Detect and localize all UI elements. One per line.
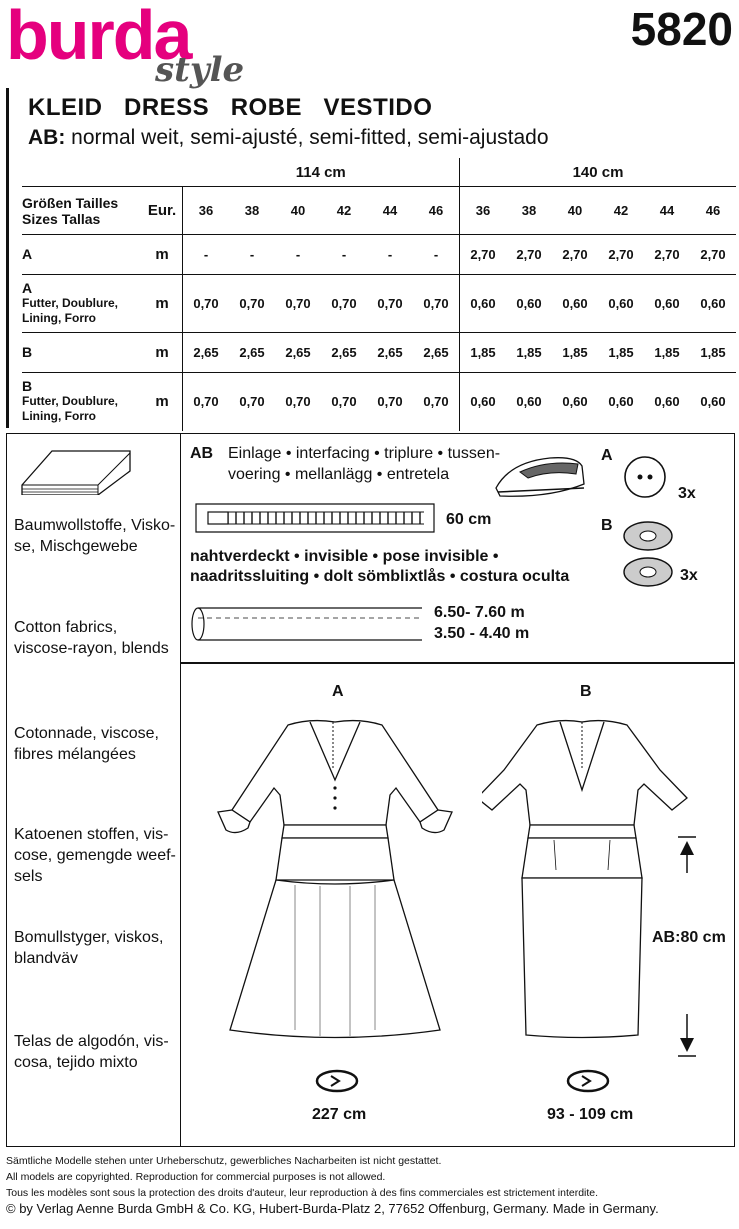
value-cell: 0,70 xyxy=(193,394,219,410)
size-cell: 42 xyxy=(321,187,367,235)
fabric-bolt-icon xyxy=(18,443,136,495)
value-cell: 2,70 xyxy=(690,235,736,275)
value-cell: 2,65 xyxy=(367,333,413,373)
hem-width-b: 93 - 109 cm xyxy=(547,1106,634,1123)
value-cell: 2,65 xyxy=(275,333,321,373)
bias-tape-icon xyxy=(190,604,425,644)
value-cell: - xyxy=(183,235,230,275)
interfacing-line-1: Einlage • interfacing • triplure • tussen- xyxy=(228,445,501,462)
value-cell: 0,60 xyxy=(552,275,598,333)
table-corner xyxy=(22,158,183,187)
table-row xyxy=(22,373,736,431)
unit-cell: m xyxy=(142,373,183,431)
value-cell: 1,85 xyxy=(460,333,507,373)
footer-line-de: Sämtliche Modelle stehen unter Urheberschutz, gewerbliches Nacharbeiten ist nicht gestattet. xyxy=(6,1155,442,1167)
value-cell: 1,85 xyxy=(690,333,736,373)
zipper-line-2: naadritssluiting • dolt sömblixtlås • costura oculta xyxy=(190,568,570,585)
size-cell: 44 xyxy=(644,187,690,235)
value-cell: 0,70 xyxy=(275,275,321,333)
yardage-table xyxy=(22,158,736,431)
snap-qty: 3x xyxy=(680,567,698,584)
fabric-es: Telas de algodón, vis- cosa, tejido mixto xyxy=(14,1033,169,1071)
iron-icon xyxy=(490,448,590,500)
value-cell: 0,60 xyxy=(598,275,644,333)
interfacing-line-2: voering • mellanlägg • entretela xyxy=(228,466,450,483)
zipper-icon xyxy=(194,500,439,536)
value-cell: 2,65 xyxy=(413,333,460,373)
table-row xyxy=(22,275,736,333)
sizes-label-1: Größen Tailles xyxy=(22,194,119,211)
value-cell: 1,85 xyxy=(552,333,598,373)
size-cell: 40 xyxy=(275,187,321,235)
snap-fastener-icon xyxy=(620,518,676,590)
unit-cell: m xyxy=(142,235,183,275)
value-cell: 2,70 xyxy=(598,235,644,275)
value-cell: 0,60 xyxy=(700,394,726,410)
footer-publisher: © by Verlag Aenne Burda GmbH & Co. KG, Hubert-Burda-Platz 2, 77652 Offenburg, Germany. Made in Germany. xyxy=(6,1201,659,1216)
hem-width-a-icon xyxy=(313,1066,361,1096)
value-cell: - xyxy=(367,235,413,275)
fabric-en: Cotton fabrics, viscose-rayon, blends xyxy=(14,619,169,657)
value-cell: 0,70 xyxy=(367,275,413,333)
value-cell: 2,70 xyxy=(552,235,598,275)
tape-length-2: 3.50 - 4.40 m xyxy=(434,625,530,642)
value-cell: 0,70 xyxy=(423,394,449,410)
width-140-header: 140 cm xyxy=(460,158,737,187)
button-qty: 3x xyxy=(678,485,696,502)
value-cell: 2,65 xyxy=(229,333,275,373)
value-cell: - xyxy=(321,235,367,275)
notions-divider xyxy=(181,662,735,664)
value-cell: 0,60 xyxy=(516,394,542,410)
fabric-column xyxy=(6,433,181,1147)
row-label: A Futter, Doublure, Lining, Forro xyxy=(22,275,142,333)
value-cell: 0,60 xyxy=(460,275,507,333)
zipper-line-1: nahtverdeckt • invisible • pose invisible • xyxy=(190,548,499,565)
value-cell: 2,70 xyxy=(644,235,690,275)
value-cell: 0,60 xyxy=(690,275,736,333)
unit-cell: m xyxy=(142,275,183,333)
fit-label: AB: xyxy=(28,126,66,149)
view-a-label: A xyxy=(332,683,344,700)
size-cell: 36 xyxy=(460,187,507,235)
value-cell: 0,60 xyxy=(654,394,680,410)
value-cell: 0,70 xyxy=(285,394,311,410)
fabric-sv: Bomullstyger, viskos, blandväv xyxy=(14,929,164,967)
snap-view-label: B xyxy=(601,517,613,534)
value-cell: 0,70 xyxy=(413,275,460,333)
value-cell: 2,70 xyxy=(460,235,507,275)
value-cell: 0,70 xyxy=(229,275,275,333)
value-cell: 0,60 xyxy=(644,275,690,333)
value-cell: - xyxy=(413,235,460,275)
size-cell: 36 xyxy=(183,187,230,235)
row-label: B Futter, Doublure, Lining, Forro xyxy=(22,378,118,424)
size-cell: 42 xyxy=(598,187,644,235)
row-label: A xyxy=(22,235,142,275)
fabric-fr: Cotonnade, viscose, fibres mélangées xyxy=(14,725,159,763)
size-cell: 44 xyxy=(367,187,413,235)
dress-b-illustration xyxy=(482,710,692,1050)
size-cell: 38 xyxy=(506,187,552,235)
hem-width-b-icon xyxy=(564,1066,612,1096)
value-cell: 0,70 xyxy=(321,275,367,333)
sizes-label xyxy=(22,187,142,235)
button-icon xyxy=(622,454,668,500)
button-view-label: A xyxy=(601,447,613,464)
value-cell: 0,60 xyxy=(608,394,634,410)
size-cell: 46 xyxy=(690,187,736,235)
value-cell: 0,60 xyxy=(460,373,507,431)
unit-cell: m xyxy=(142,333,183,373)
sizes-label-2: Sizes Tallas xyxy=(22,210,101,227)
size-cell: 40 xyxy=(552,187,598,235)
width-114-header: 114 cm xyxy=(183,158,460,187)
burda-logo: burda xyxy=(6,0,191,74)
footer-line-en: All models are copyrighted. Reproduction for commercial purposes is not allowed. xyxy=(6,1171,386,1183)
value-cell: 0,60 xyxy=(562,394,588,410)
fabric-de: Baumwollstoffe, Visko- se, Mischgewebe xyxy=(14,517,176,555)
view-b-label: B xyxy=(580,683,592,700)
value-cell: 0,70 xyxy=(377,394,403,410)
interfacing-ab-label: AB xyxy=(190,445,214,462)
value-cell: 0,70 xyxy=(331,394,357,410)
size-cell: 46 xyxy=(413,187,460,235)
page-title: KLEID DRESS ROBE VESTIDO xyxy=(28,94,433,121)
arrow-down-icon xyxy=(676,1012,698,1058)
value-cell: - xyxy=(229,235,275,275)
value-cell: 1,85 xyxy=(506,333,552,373)
footer-line-fr: Tous les modèles sont sous la protection des droits d'auteur, leur reproduction à des fins commerciales est strictement interdite. xyxy=(6,1187,599,1199)
copyright-footer xyxy=(6,1153,659,1217)
dress-a-illustration xyxy=(210,710,460,1055)
size-cell: 38 xyxy=(229,187,275,235)
table-row xyxy=(22,235,736,275)
value-cell: 2,70 xyxy=(506,235,552,275)
zipper-length: 60 cm xyxy=(446,511,492,528)
fabric-nl: Katoenen stoffen, vis- cose, gemengde weef- sels xyxy=(14,826,176,885)
value-cell: 1,85 xyxy=(598,333,644,373)
eur-label: Eur. xyxy=(142,187,183,235)
fit-text: normal weit, semi-ajusté, semi-fitted, semi-ajustado xyxy=(65,126,549,149)
pattern-number: 5820 xyxy=(630,3,733,55)
table-row xyxy=(22,333,736,373)
fit-description xyxy=(28,126,549,150)
row-label: B xyxy=(22,333,142,373)
style-logo: style xyxy=(155,50,245,90)
hem-width-a: 227 cm xyxy=(312,1106,367,1123)
value-cell: 1,85 xyxy=(644,333,690,373)
header-rule xyxy=(6,88,9,428)
value-cell: 2,65 xyxy=(321,333,367,373)
tape-length-1: 6.50- 7.60 m xyxy=(434,604,525,621)
value-cell: 0,60 xyxy=(506,275,552,333)
value-cell: 2,65 xyxy=(183,333,230,373)
value-cell: - xyxy=(275,235,321,275)
arrow-up-icon xyxy=(676,835,698,875)
value-cell: 0,70 xyxy=(239,394,265,410)
value-cell: 0,70 xyxy=(183,275,230,333)
dress-length: AB:80 cm xyxy=(652,929,726,946)
